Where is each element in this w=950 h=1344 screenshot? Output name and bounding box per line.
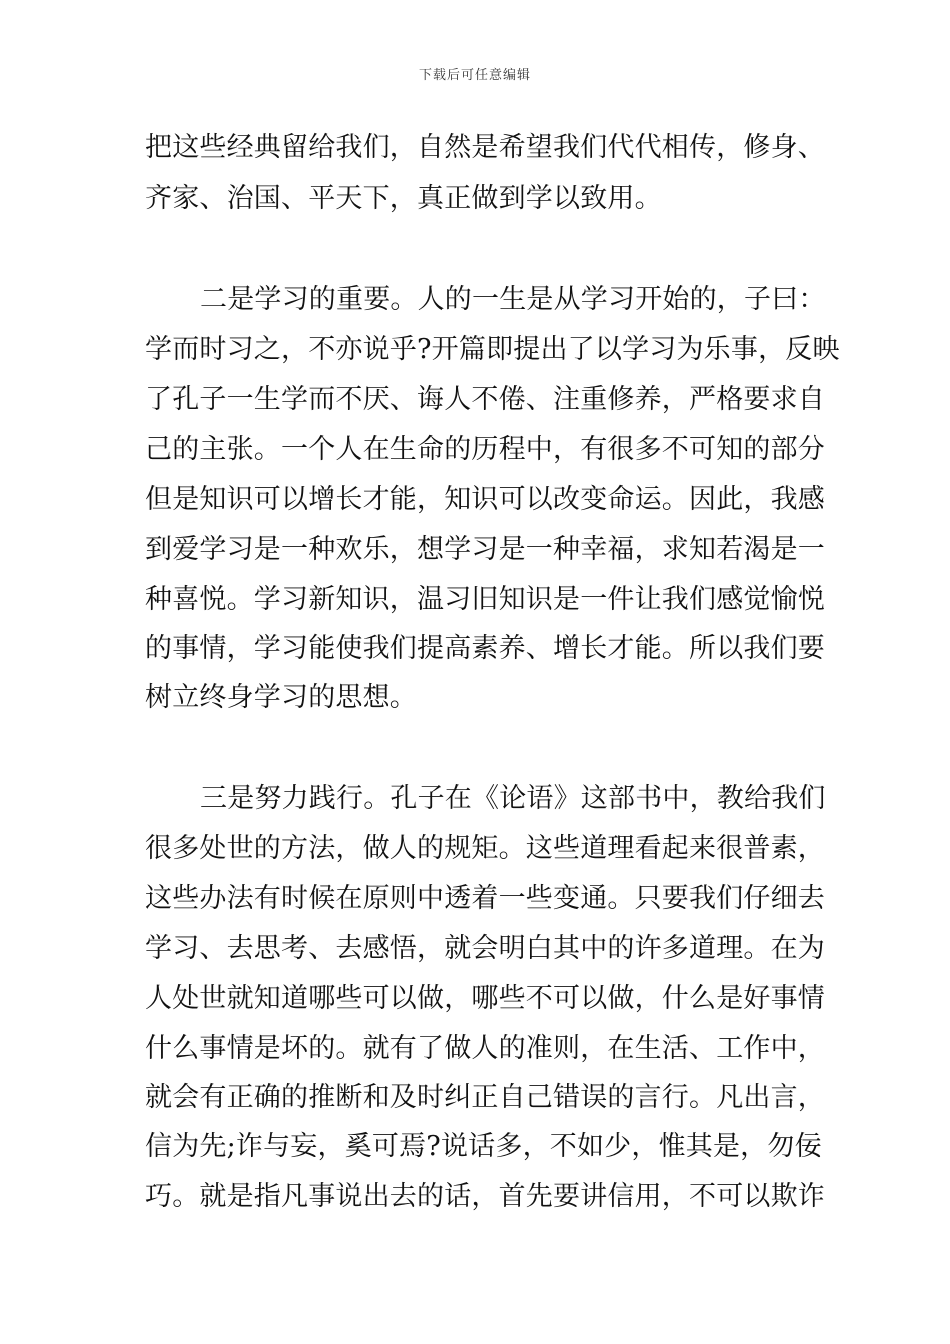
- text-line: 三是努力践行。孔子在《论语》这部书中，教给我们: [200, 783, 826, 814]
- text-line: 己的主张。一个人在生命的历程中，有很多不可知的部分: [145, 434, 825, 465]
- text-line: 到爱学习是一种欢乐，想学习是一种幸福，求知若渴是一: [145, 534, 825, 565]
- text-line: 巧。就是指凡事说出去的话，首先要讲信用，不可以欺诈: [145, 1181, 825, 1212]
- text-line: 齐家、治国、平天下，真正做到学以致用。: [145, 183, 662, 214]
- text-line: 就会有正确的推断和及时纠正自己错误的言行。凡出言，: [145, 1082, 825, 1113]
- text-line: 很多处世的方法，做人的规矩。这些道理看起来很普素，: [145, 833, 825, 864]
- text-line: 把这些经典留给我们，自然是希望我们代代相传，修身、: [145, 132, 825, 163]
- text-line: 但是知识可以增长才能，知识可以改变命运。因此，我感: [145, 484, 825, 515]
- text-line: 的事情，学习能使我们提高素养、增长才能。所以我们要: [145, 633, 825, 664]
- text-line: 了孔子一生学而不厌、诲人不倦、注重修养，严格要求自: [145, 384, 825, 415]
- text-line: 什么事情是坏的。就有了做人的准则，在生活、工作中，: [145, 1033, 825, 1064]
- text-line: 这些办法有时候在原则中透着一些变通。只要我们仔细去: [145, 883, 825, 914]
- text-line: 树立终身学习的思想。: [145, 682, 417, 713]
- text-line: 学而时习之，不亦说乎?开篇即提出了以学习为乐事，反映: [145, 334, 840, 365]
- text-line: 二是学习的重要。人的一生是从学习开始的，子曰：: [200, 284, 826, 315]
- text-line: 学习、去思考、去感悟，就会明白其中的许多道理。在为: [145, 933, 825, 964]
- text-line: 信为先;诈与妄，奚可焉?说话多，不如少，惟其是，勿佞: [145, 1131, 822, 1162]
- text-line: 种喜悦。学习新知识，温习旧知识是一件让我们感觉愉悦: [145, 584, 825, 615]
- text-line: 人处世就知道哪些可以做，哪些不可以做，什么是好事情: [145, 983, 825, 1014]
- page-header: 下载后可任意编辑: [418, 68, 531, 83]
